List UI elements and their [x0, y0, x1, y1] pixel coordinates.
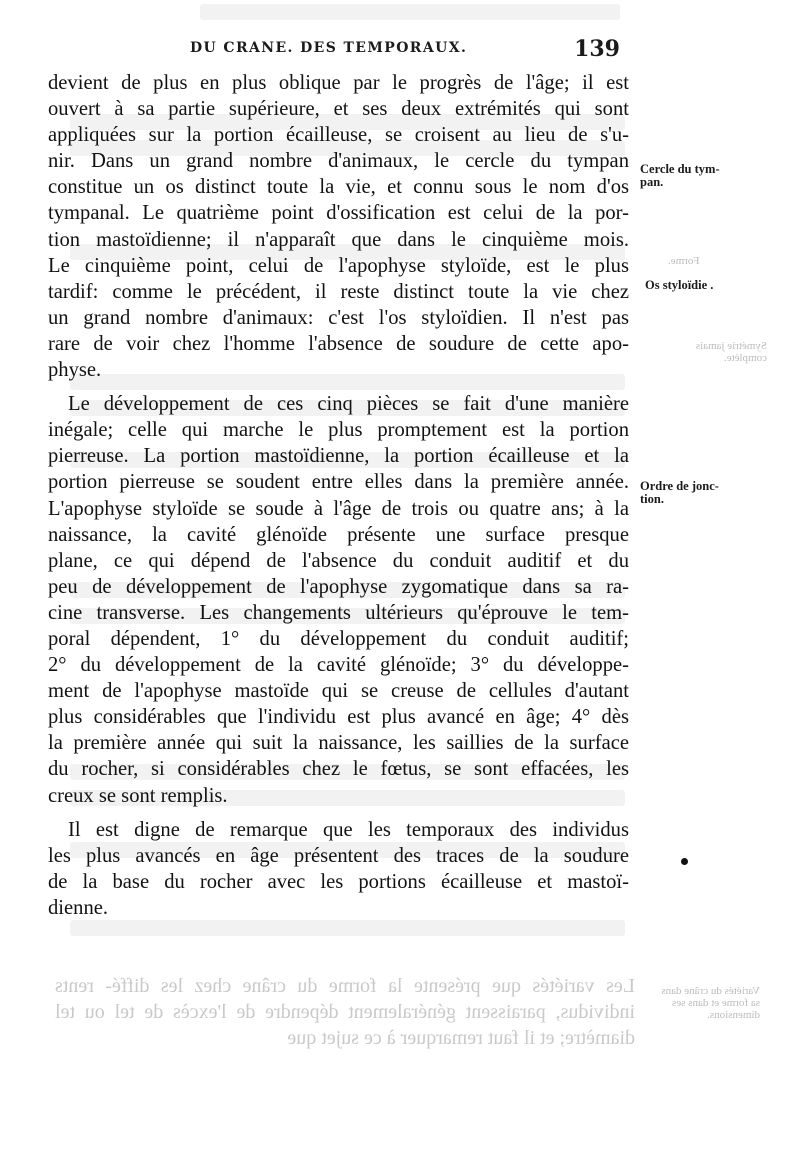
- text-line: physe.: [48, 359, 102, 382]
- margin-note-line: Cercle du tym-: [640, 162, 720, 176]
- margin-note-line: pan.: [640, 175, 664, 189]
- text-line: L'apophyse styloïde se soude à l'âge de trois ou quatre ans; à la: [48, 497, 629, 520]
- margin-note-os-styloidien: [645, 279, 713, 292]
- text-line: appliquées sur la portion écailleuse, se croisent au lieu de s'u-: [48, 124, 629, 147]
- text-line: ouvert à sa partie supérieure, et ses deux extrémités qui sont: [48, 98, 629, 121]
- text-line: du rocher, si considérables chez le fœtus, se sont effacées, les: [48, 758, 629, 781]
- paragraph-3: [48, 817, 629, 921]
- running-title: DU CRANE. DES TEMPORAUX.: [190, 40, 468, 56]
- text-line: inégale; celle qui marche le plus promptement est la portion: [48, 419, 629, 442]
- page-number: 139: [574, 36, 620, 62]
- text-line: Le développement de ces cinq pièces se fait d'une manière: [68, 393, 629, 416]
- bleed-margin-note: Variétés du crâne dans sa forme et dans ses dimensions.: [661, 985, 760, 1021]
- text-line: Il est digne de remarque que les temporaux des individus: [68, 818, 629, 841]
- margin-note-line: tion.: [640, 492, 664, 506]
- text-line: naissance, la cavité glénoïde présente une surface presque: [48, 523, 629, 546]
- text-line: constitue un os distinct toute la vie, et connu sous le nom d'os: [48, 176, 629, 199]
- text-line: peu de développement de l'apophyse zygomatique dans sa ra-: [48, 575, 629, 598]
- text-line: devient de plus en plus oblique par le progrès de l'âge; il est: [48, 72, 629, 94]
- paragraph-2: [48, 391, 629, 809]
- text-line: un grand nombre d'animaux: c'est l'os styloïdien. Il n'est pas: [48, 306, 629, 329]
- bleed-margin-note: Forme.: [668, 255, 700, 267]
- text-line: plane, ce qui dépend de l'absence du conduit auditif et du: [48, 549, 629, 572]
- text-line: portion pierreuse se soudent entre elles dans la première année.: [48, 471, 629, 494]
- text-line: tympanal. Le quatrième point d'ossification est celui de la por-: [48, 202, 629, 225]
- margin-note-line: Os styloïdie .: [645, 278, 714, 292]
- text-line: dienne.: [48, 896, 109, 919]
- bleed-through-bottom-text: Les variétés que présente la forme du crâne chez les diffé- rents individus, paraissent généralement dépendre de l'excès de tel ou tel diamètre; et il faut remarquer à ce sujet que: [55, 975, 635, 1049]
- text-line: 2° du développement de la cavité glénoïde; 3° du développe-: [48, 654, 629, 677]
- text-line: ment de l'apophyse mastoïde qui se creuse de cellules d'autant: [48, 680, 629, 703]
- text-line: Le cinquième point, celui de l'apophyse styloïde, est le plus: [48, 254, 629, 277]
- text-line: plus considérables que l'individu est plus avancé en âge; 4° dès: [48, 706, 629, 729]
- text-line: la première année qui suit la naissance, les saillies de la surface: [48, 732, 629, 755]
- running-header: [190, 38, 620, 62]
- paragraph-1: [48, 70, 629, 383]
- ghost-line: [200, 4, 620, 20]
- text-line: nir. Dans un grand nombre d'animaux, le cercle du tympan: [48, 150, 629, 173]
- ghost-line: [70, 920, 625, 936]
- text-line: pierreuse. La portion mastoïdienne, la portion écailleuse et la: [48, 445, 629, 468]
- text-line: les plus avancés en âge présentent des traces de la soudure: [48, 844, 629, 867]
- text-line: rare de voir chez l'homme l'absence de soudure de cette apo-: [48, 332, 629, 355]
- text-line: creux se sont remplis.: [48, 784, 228, 807]
- text-line: cine transverse. Les changements ultérieurs qu'éprouve le tem-: [48, 601, 629, 624]
- ink-spot: [681, 858, 688, 865]
- margin-note-ordre-de-jonction: [640, 480, 719, 506]
- bleed-margin-note: Symétrie jamais complète.: [695, 340, 767, 364]
- text-line: tion mastoïdienne; il n'apparaît que dans le cinquième mois.: [48, 228, 629, 251]
- text-line: tardif: comme le précédent, il reste distinct toute la vie chez: [48, 280, 629, 303]
- body-text: [48, 70, 629, 921]
- margin-note-cercle-du-tympan: [640, 163, 720, 189]
- margin-note-line: Ordre de jonc-: [640, 479, 719, 493]
- text-line: poral dépendent, 1° du développement du conduit auditif;: [48, 627, 629, 650]
- text-line: de la base du rocher avec les portions écailleuse et mastoï-: [48, 870, 629, 893]
